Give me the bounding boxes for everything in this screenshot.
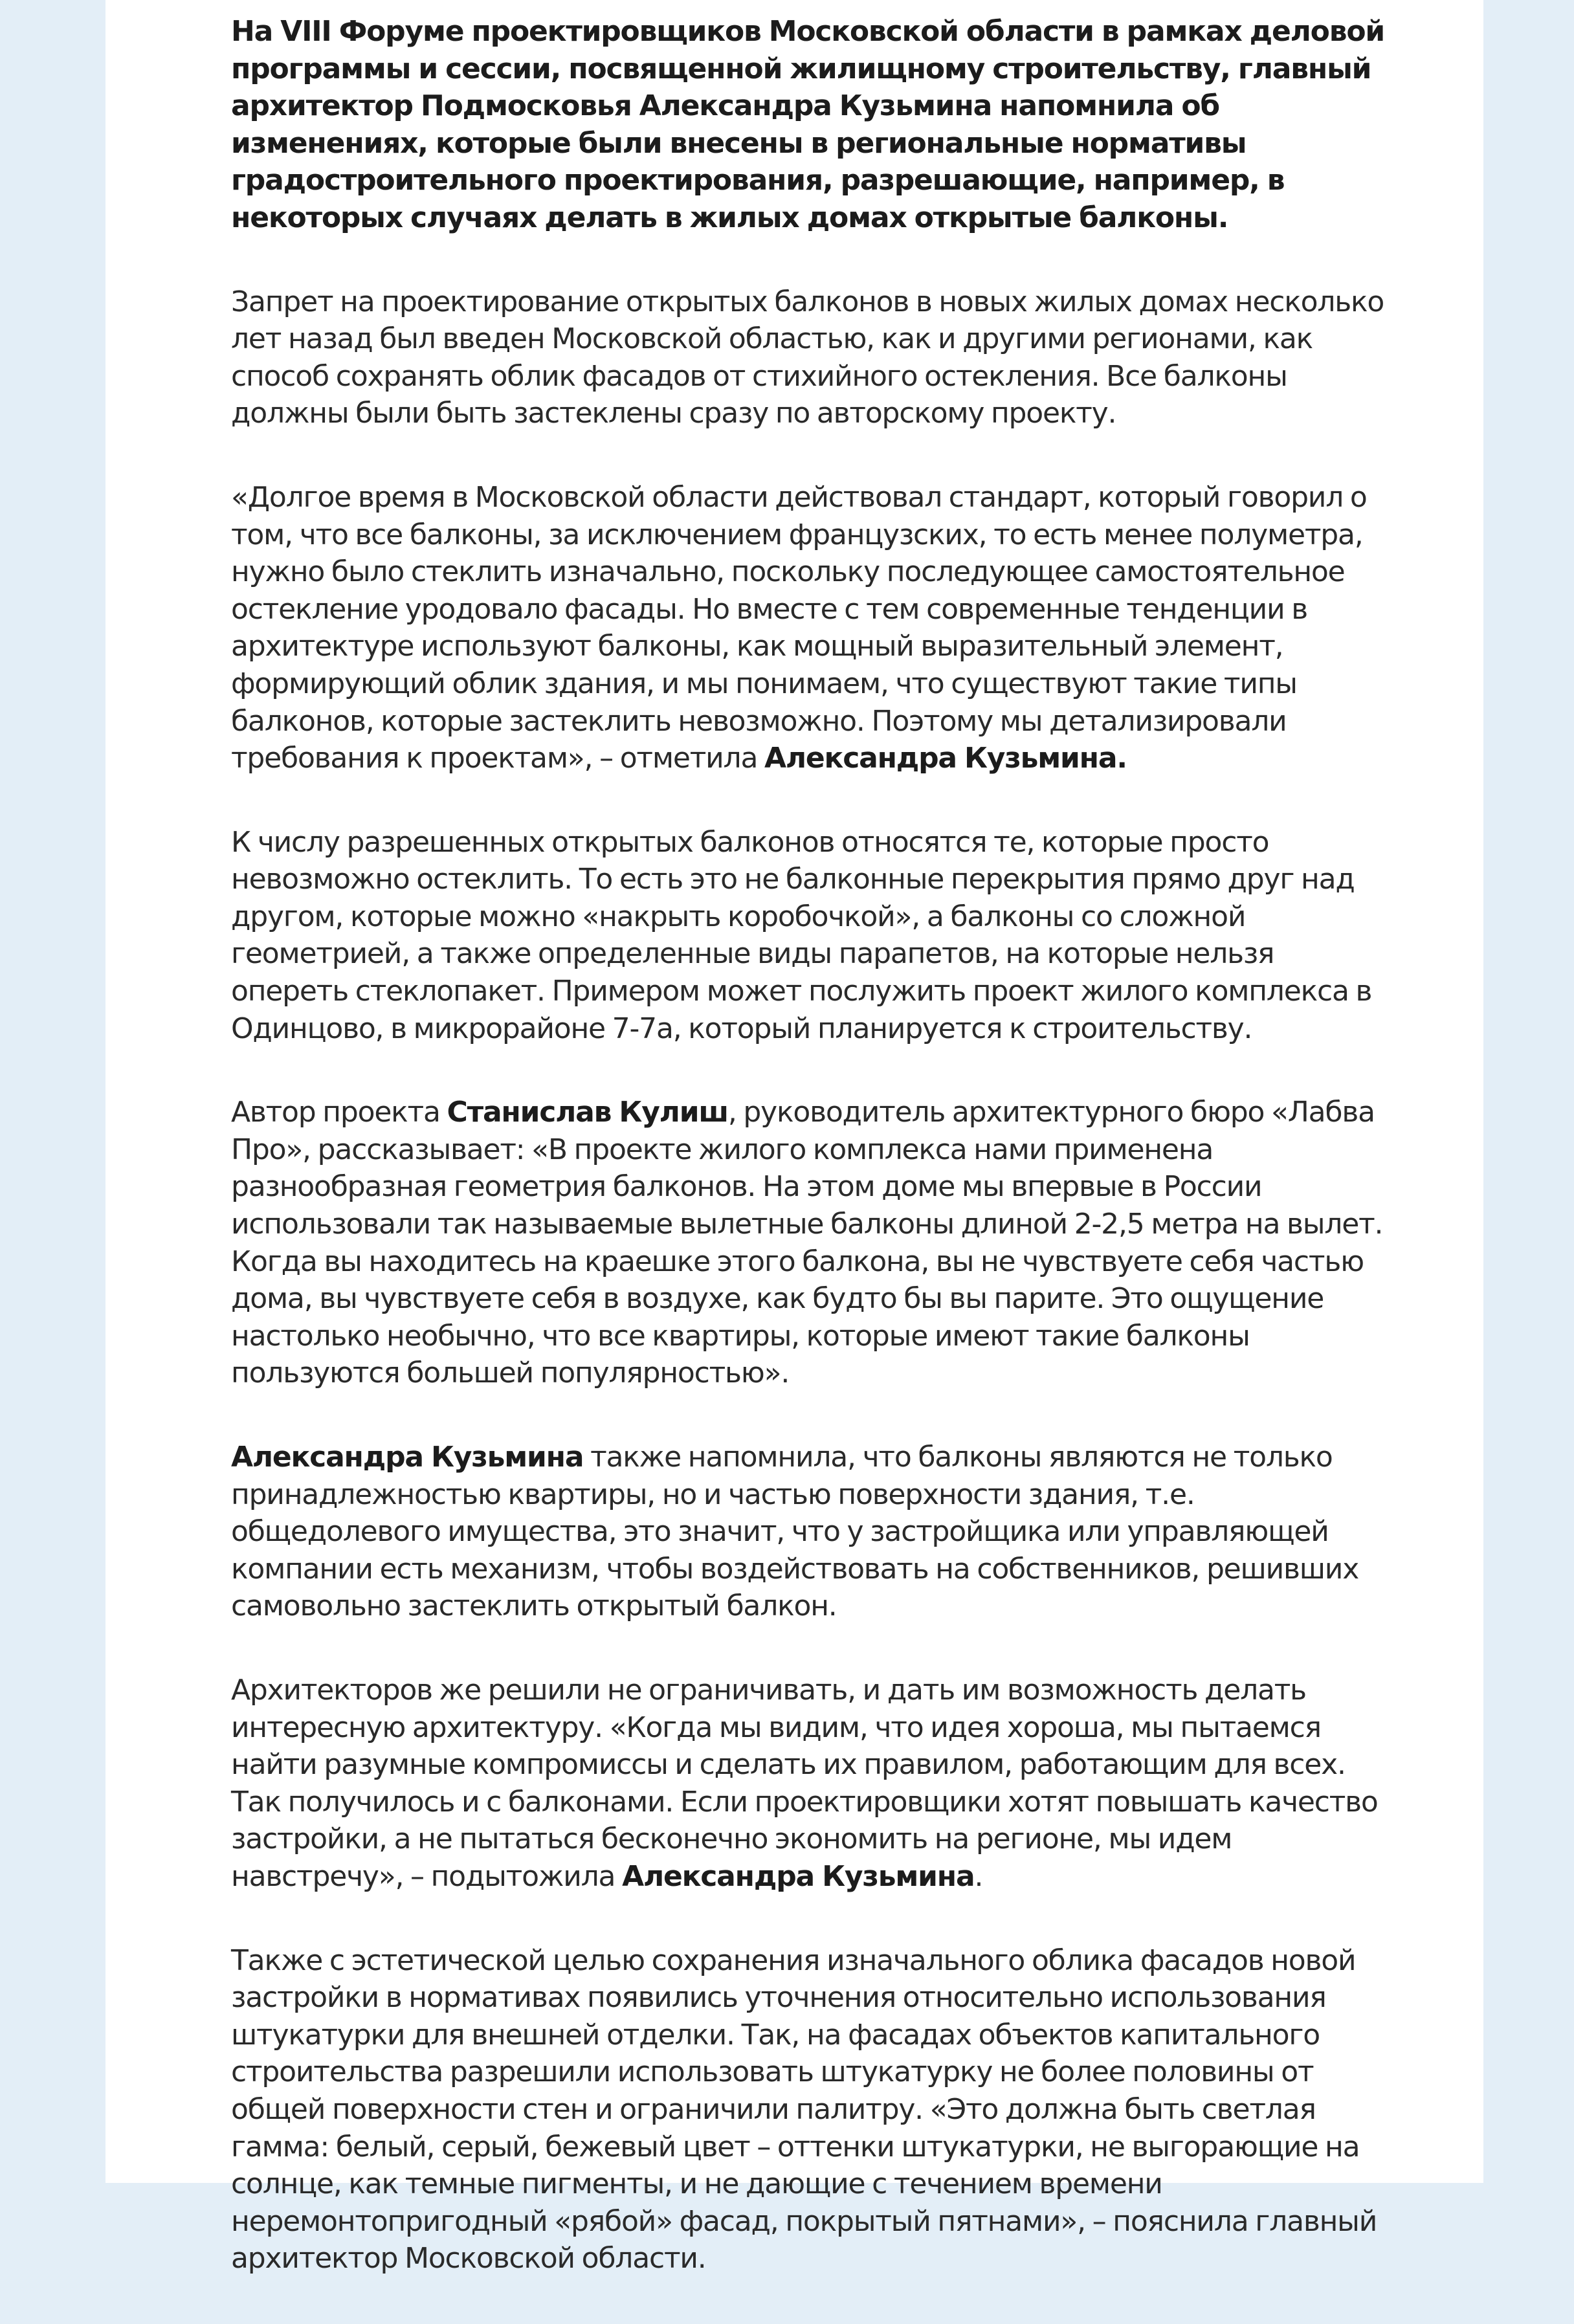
lead-paragraph: На VIII Форуме проектировщиков Московской области в рамках деловой программы и сессии, посвященной жилищному строительству, главный архитектор Подмосковья Александра Кузьмина напомнила об изменениях, которые были внесены в региональные нормативы градостроительного проектирования, разрешающие, например, в некоторых случаях делать в жилых домах открытые балконы. xyxy=(231,15,1384,234)
article-body xyxy=(231,13,1390,2324)
speaker-name: Станислав Кулиш xyxy=(447,1096,728,1129)
paragraph-1: Запрет на проектирование открытых балконов в новых жилых домах несколько лет назад был введен Московской областью, как и другими регионами, как способ сохранять облик фасадов от стихийного остекления. Все балконы должны были быть застеклены сразу по авторскому проекту. xyxy=(231,285,1384,430)
paragraph-5-text: также напомнила, что балконы являются не только принадлежностью квартиры, но и частью поверхности здания, т.е. общедолевого имущества, это значит, что у застройщика или управляющей компании есть механизм, чтобы воздействовать на собственников, решивших самовольно застеклить открытый балкон. xyxy=(231,1441,1359,1623)
speaker-name: Александра Кузьмина xyxy=(622,1859,975,1893)
paragraph-6-text: Архитекторов же решили не ограничивать, и дать им возможность делать интересную архитектуру. «Когда мы видим, что идея хороша, мы пытаемся найти разумные компромиссы и сделать их правилом, работающим для всех. Так получилось и с балконами. Если проектировщики хотят повышать качество застройки, а не пытаться бесконечно экономить на регионе, мы идем навстречу», – подытожила xyxy=(231,1673,1378,1893)
paragraph-7: Также с эстетической целью сохранения изначального облика фасадов новой застройки в нормативах появились уточнения относительно использования штукатурки для внешней отделки. Так, на фасадах объектов капитального строительства разрешили использовать штукатурку не более половины от общей поверхности стен и ограничили палитру. «Это должна быть светлая гамма: белый, серый, бежевый цвет – оттенки штукатурки, не выгорающие на солнце, как темные пигменты, и не дающие с течением времени неремонтопригодный «рябой» фасад, покрытый пятнами», – пояснила главный архитектор Московской области. xyxy=(231,1943,1377,2275)
paragraph-6-end: . xyxy=(974,1859,983,1893)
paragraph-4 xyxy=(231,1094,1390,1392)
paragraph-4-intro: Автор проекта xyxy=(231,1096,447,1129)
speaker-name: Александра Кузьмина xyxy=(231,1441,584,1474)
paragraph-5 xyxy=(231,1439,1390,1625)
paragraph-3: К числу разрешенных открытых балконов относятся те, которые просто невозможно остеклить. То есть это не балконные перекрытия прямо друг над другом, которые можно «накрыть коробочкой», а балконы со сложной геометрией, а также определенные виды парапетов, на которые нельзя опереть стеклопакет. Примером может послужить проект жилого комплекса в Одинцово, в микрорайоне 7-7а, который планируется к строительству. xyxy=(231,825,1372,1045)
paragraph-2 xyxy=(231,479,1390,777)
paragraph-4-text: , руководитель архитектурного бюро «Лабва Про», рассказывает: «В проекте жилого комплекса нами применена разнообразная геометрия балконов. На этом доме мы впервые в России использовали так называемые вылетные балконы длиной 2-2,5 метра на вылет. Когда вы находитесь на краешке этого балкона, вы не чувствуете себя частью дома, вы чувствуете себя в воздухе, как будто бы вы парите. Это ощущение настолько необычно, что все квартиры, которые имеют такие балконы пользуются большей популярностью». xyxy=(231,1096,1383,1390)
page-background xyxy=(105,0,1483,2275)
paragraph-6 xyxy=(231,1672,1390,1896)
speaker-name: Александра Кузьмина. xyxy=(764,742,1127,775)
paragraph-2-text: «Долгое время в Московской области действовал стандарт, который говорил о том, что все балконы, за исключением французских, то есть менее полуметра, нужно было стеклить изначально, поскольку последующее самостоятельное остекление уродовало фасады. Но вместе с тем современные тенденции в архитектуре используют балконы, как мощный выразительный элемент, формирующий облик здания, и мы понимаем, что существуют такие типы балконов, которые застеклить невозможно. Поэтому мы детализировали требования к проектам», – отметила xyxy=(231,480,1367,775)
